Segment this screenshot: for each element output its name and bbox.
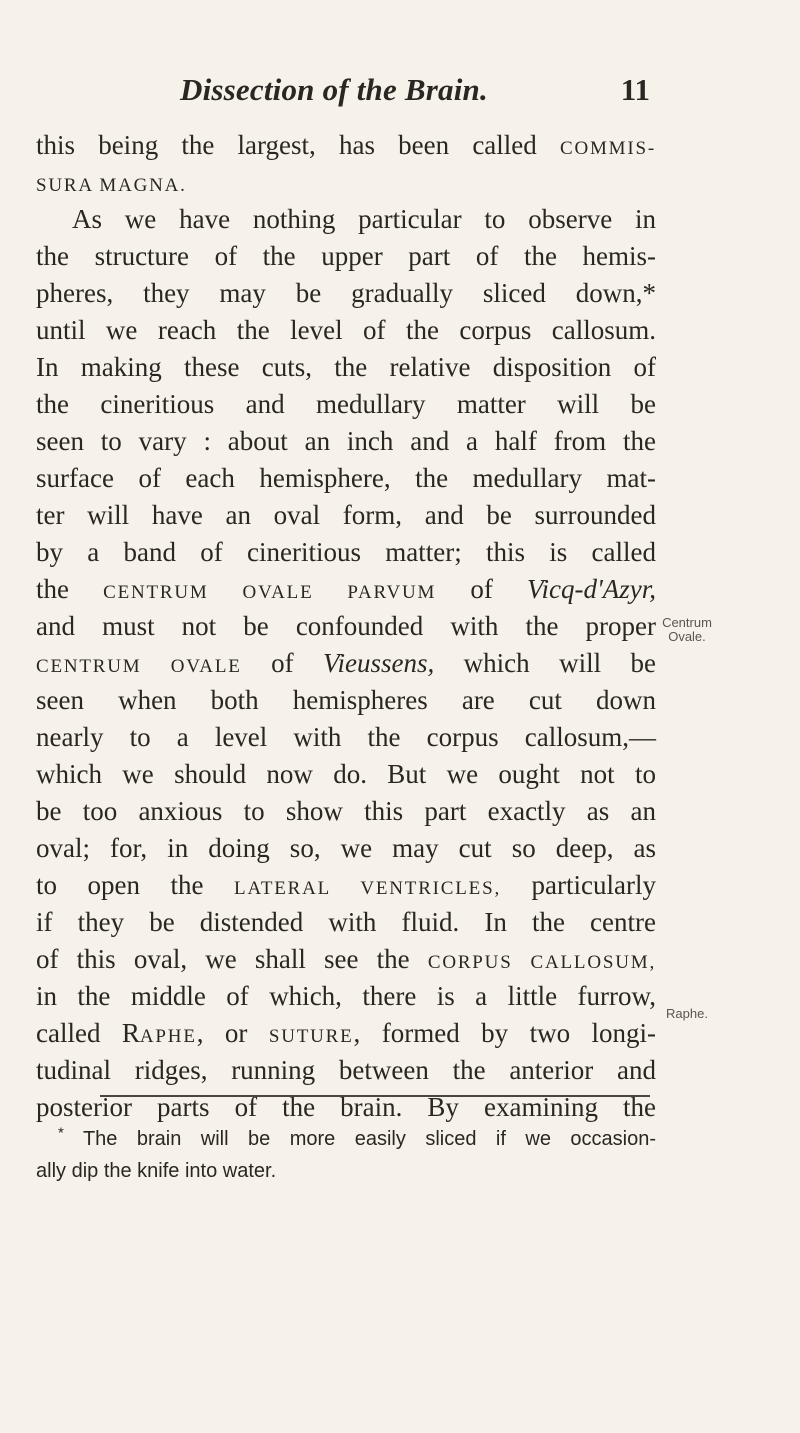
- margin-note-raphe: Raphe.: [666, 1006, 708, 1021]
- footnote: [36, 1123, 656, 1187]
- text-line: As we have nothing particular to observe in: [72, 204, 656, 234]
- margin-note-centrum-ovale: Centrum Ovale.: [662, 615, 712, 644]
- text-line: nearly to a level with the corpus callosum,—: [36, 722, 656, 752]
- small-caps-term: LATERAL VENTRICLES,: [234, 878, 502, 899]
- italic-name: Vieussens,: [323, 648, 435, 678]
- footnote-marker: *: [58, 1124, 64, 1142]
- small-caps-term: CENTRUM OVALE: [36, 656, 242, 677]
- body-text: [36, 127, 656, 1126]
- text-line: if they be distended with fluid. In the centre: [36, 907, 656, 937]
- small-caps-term: SUTURE: [268, 1026, 354, 1047]
- text-line: tudinal ridges, running between the anterior and: [36, 1055, 656, 1085]
- small-caps-term: APHE: [139, 1026, 197, 1047]
- small-caps-term: CENTRUM OVALE PARVUM: [103, 582, 437, 603]
- text-line: surface of each hemisphere, the medullary mat-: [36, 463, 656, 493]
- text-line: of this oval, we shall see the CORPUS CALLOSUM,: [36, 944, 656, 974]
- small-caps-term: COMMIS-: [559, 138, 656, 159]
- footnote-divider: [100, 1095, 650, 1097]
- text-line: pheres, they may be gradually sliced down,*: [36, 278, 656, 308]
- page-header: [180, 72, 650, 112]
- running-title: Dissection of the Brain.: [180, 72, 488, 107]
- text-line: called RAPHE, or SUTURE, formed by two longi-: [36, 1018, 656, 1048]
- text-line: seen when both hemispheres are cut down: [36, 685, 656, 715]
- footnote-line: ally dip the knife into water.: [36, 1160, 277, 1182]
- text-line: which we should now do. But we ought not to: [36, 759, 656, 789]
- small-caps-term: CORPUS CALLOSUM,: [427, 952, 656, 973]
- text-line: until we reach the level of the corpus callosum.: [36, 315, 656, 345]
- text-line: the cineritious and medullary matter will be: [36, 389, 656, 419]
- text-line: by a band of cineritious matter; this is called: [36, 537, 656, 567]
- text-line: posterior parts of the brain. By examining the: [36, 1092, 656, 1122]
- text-line: to open the LATERAL VENTRICLES, particularly: [36, 870, 656, 900]
- text-line: ter will have an oval form, and be surrounded: [36, 500, 656, 530]
- italic-name: Vicq-d'Azyr,: [526, 574, 656, 604]
- text-line: the structure of the upper part of the hemis-: [36, 241, 656, 271]
- text-line: in the middle of which, there is a little furrow,: [36, 981, 656, 1011]
- footnote-line: * The brain will be more easily sliced if we occasion-: [58, 1124, 656, 1150]
- page-number: 11: [620, 72, 650, 107]
- text-line: this being the largest, has been called COMMIS-: [36, 130, 656, 160]
- text-line: seen to vary : about an inch and a half from the: [36, 426, 656, 456]
- text-line: be too anxious to show this part exactly as an: [36, 796, 656, 826]
- text-line: oval; for, in doing so, we may cut so deep, as: [36, 833, 656, 863]
- text-line: the CENTRUM OVALE PARVUM of Vicq-d'Azyr,: [36, 574, 656, 604]
- text-line: and must not be confounded with the proper: [36, 611, 656, 641]
- small-caps-term: SURA MAGNA.: [36, 175, 187, 196]
- text-line: CENTRUM OVALE of Vieussens, which will be: [36, 648, 656, 678]
- text-line: In making these cuts, the relative disposition of: [36, 352, 656, 382]
- text-line: [36, 164, 656, 201]
